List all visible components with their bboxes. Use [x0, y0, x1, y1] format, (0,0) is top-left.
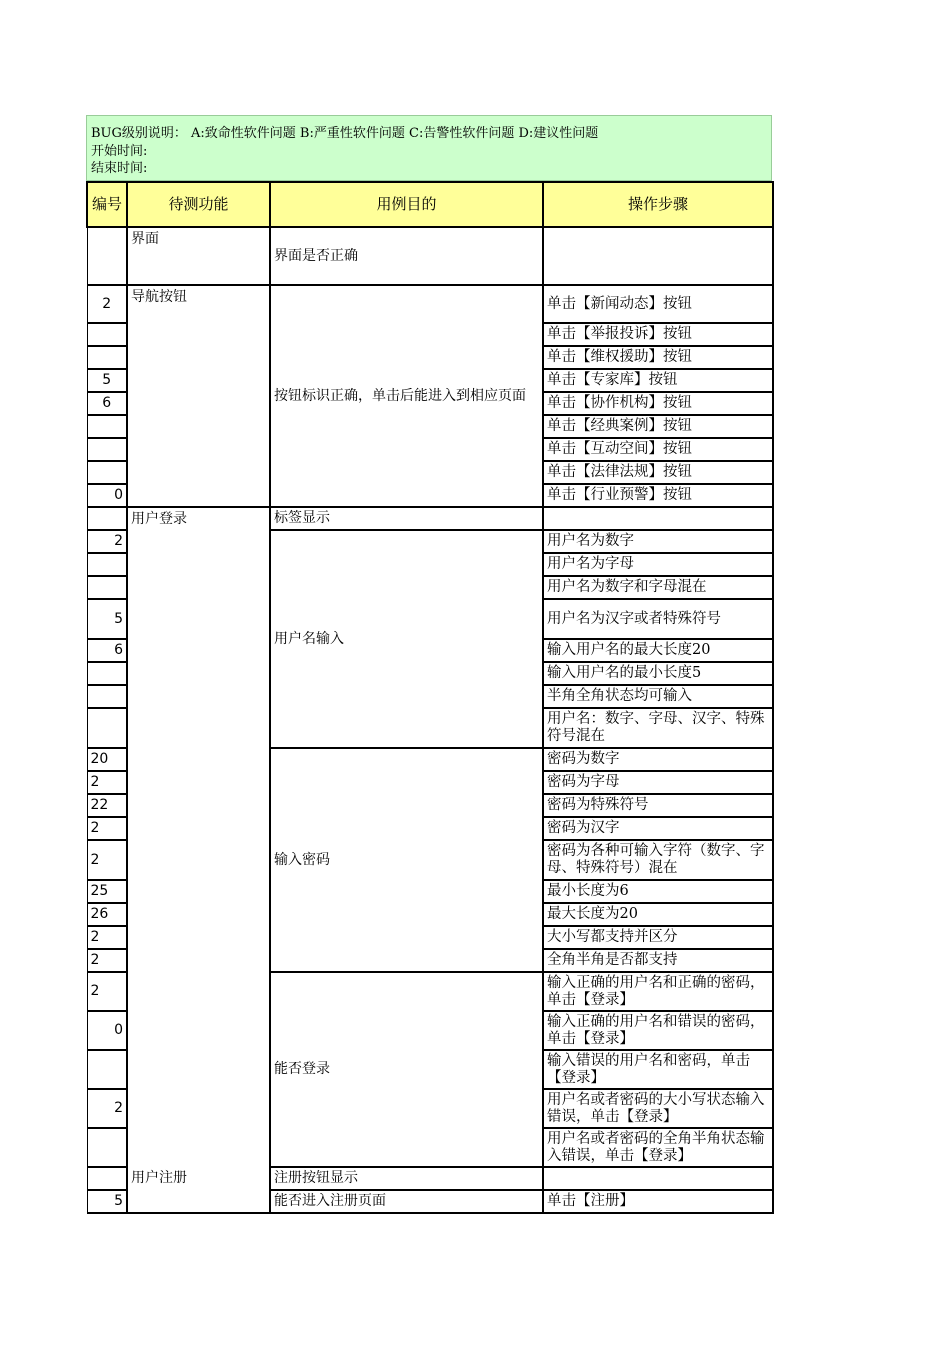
case-id	[87, 346, 127, 369]
case-id: 22	[87, 794, 127, 817]
step-cell: 输入用户名的最小长度5	[543, 662, 773, 685]
header-steps: 操作步骤	[543, 182, 773, 227]
table-row	[87, 227, 773, 285]
case-id	[87, 438, 127, 461]
case-id	[87, 1050, 127, 1089]
step-cell: 单击【法律法规】按钮	[543, 461, 773, 484]
step-cell: 密码为数字	[543, 748, 773, 771]
case-id: 25	[87, 880, 127, 903]
case-id: 2	[87, 817, 127, 840]
case-id	[87, 323, 127, 346]
step-cell: 密码为特殊符号	[543, 794, 773, 817]
step-cell: 单击【专家库】按钮	[543, 369, 773, 392]
header-row	[87, 182, 773, 227]
info-banner	[86, 115, 772, 181]
feature-cell: 用户登录	[127, 507, 270, 1167]
case-id: 2	[87, 840, 127, 880]
case-id: 0	[87, 1011, 127, 1050]
header-feature: 待测功能	[127, 182, 270, 227]
case-id	[87, 461, 127, 484]
case-id	[87, 507, 127, 530]
case-id	[87, 227, 127, 285]
step-cell	[543, 507, 773, 530]
step-cell: 最大长度为20	[543, 903, 773, 926]
case-id: 6	[87, 639, 127, 662]
feature-cell: 用户注册	[127, 1167, 270, 1213]
case-id	[87, 576, 127, 599]
feature-cell: 导航按钮	[127, 285, 270, 507]
header-purpose: 用例目的	[270, 182, 543, 227]
case-id: 26	[87, 903, 127, 926]
case-id: 5	[87, 599, 127, 639]
header-id: 编号	[87, 182, 127, 227]
table-row	[87, 1167, 773, 1190]
step-cell: 单击【互动空间】按钮	[543, 438, 773, 461]
step-cell: 输入错误的用户名和密码，单击【登录】	[543, 1050, 773, 1089]
step-cell: 单击【举报投诉】按钮	[543, 323, 773, 346]
case-id	[87, 1128, 127, 1167]
step-cell: 单击【行业预警】按钮	[543, 484, 773, 507]
step-cell: 用户名为数字	[543, 530, 773, 553]
purpose-cell: 界面是否正确	[270, 227, 543, 285]
step-cell: 用户名为汉字或者特殊符号	[543, 599, 773, 639]
purpose-cell: 按钮标识正确，单击后能进入到相应页面	[270, 285, 543, 507]
step-cell: 单击【维权援助】按钮	[543, 346, 773, 369]
step-cell: 用户名为数字和字母混在	[543, 576, 773, 599]
step-cell: 单击【新闻动态】按钮	[543, 285, 773, 323]
table-row	[87, 285, 773, 323]
test-case-table	[86, 181, 774, 1214]
step-cell: 全角半角是否都支持	[543, 949, 773, 972]
case-id	[87, 415, 127, 438]
step-cell: 输入正确的用户名和正确的密码，单击【登录】	[543, 972, 773, 1011]
step-cell: 最小长度为6	[543, 880, 773, 903]
end-time-label: 结束时间:	[91, 161, 148, 176]
step-cell: 用户名或者密码的大小写状态输入错误，单击【登录】	[543, 1089, 773, 1128]
step-cell: 密码为字母	[543, 771, 773, 794]
purpose-cell: 注册按钮显示	[270, 1167, 543, 1190]
table-row	[87, 507, 773, 530]
case-id	[87, 685, 127, 708]
case-id: 2	[87, 771, 127, 794]
step-cell: 单击【经典案例】按钮	[543, 415, 773, 438]
step-cell	[543, 227, 773, 285]
step-cell: 输入正确的用户名和错误的密码，单击【登录】	[543, 1011, 773, 1050]
case-id: 2	[87, 949, 127, 972]
case-id: 2	[87, 926, 127, 949]
case-id	[87, 553, 127, 576]
case-id: 2	[87, 972, 127, 1011]
step-cell: 用户名：数字、字母、汉字、特殊符号混在	[543, 708, 773, 748]
case-id: 5	[87, 369, 127, 392]
step-cell: 单击【协作机构】按钮	[543, 392, 773, 415]
step-cell: 半角全角状态均可输入	[543, 685, 773, 708]
purpose-cell: 用户名输入	[270, 530, 543, 748]
spreadsheet	[86, 115, 772, 1214]
purpose-cell: 能否进入注册页面	[270, 1190, 543, 1213]
feature-cell: 界面	[127, 227, 270, 285]
case-id: 6	[87, 392, 127, 415]
case-id	[87, 662, 127, 685]
step-cell	[543, 1167, 773, 1190]
case-id: 2	[87, 530, 127, 553]
case-id: 20	[87, 748, 127, 771]
step-cell: 用户名或者密码的全角半角状态输入错误，单击【登录】	[543, 1128, 773, 1167]
case-id: 5	[87, 1190, 127, 1213]
step-cell: 用户名为字母	[543, 553, 773, 576]
purpose-cell: 标签显示	[270, 507, 543, 530]
step-cell: 大小写都支持并区分	[543, 926, 773, 949]
step-cell: 密码为各种可输入字符（数字、字母、特殊符号）混在	[543, 840, 773, 880]
case-id: 0	[87, 484, 127, 507]
step-cell: 密码为汉字	[543, 817, 773, 840]
step-cell: 输入用户名的最大长度20	[543, 639, 773, 662]
case-id: 2	[87, 1089, 127, 1128]
bug-level-note: BUG级别说明： A:致命性软件问题 B:严重性软件问题 C:告警性软件问题 D:建议性问题	[91, 126, 599, 141]
case-id	[87, 1167, 127, 1190]
case-id	[87, 708, 127, 748]
purpose-cell: 输入密码	[270, 748, 543, 972]
start-time-label: 开始时间:	[91, 143, 148, 159]
purpose-cell: 能否登录	[270, 972, 543, 1167]
case-id: 2	[87, 285, 127, 323]
step-cell: 单击【注册】	[543, 1190, 773, 1213]
